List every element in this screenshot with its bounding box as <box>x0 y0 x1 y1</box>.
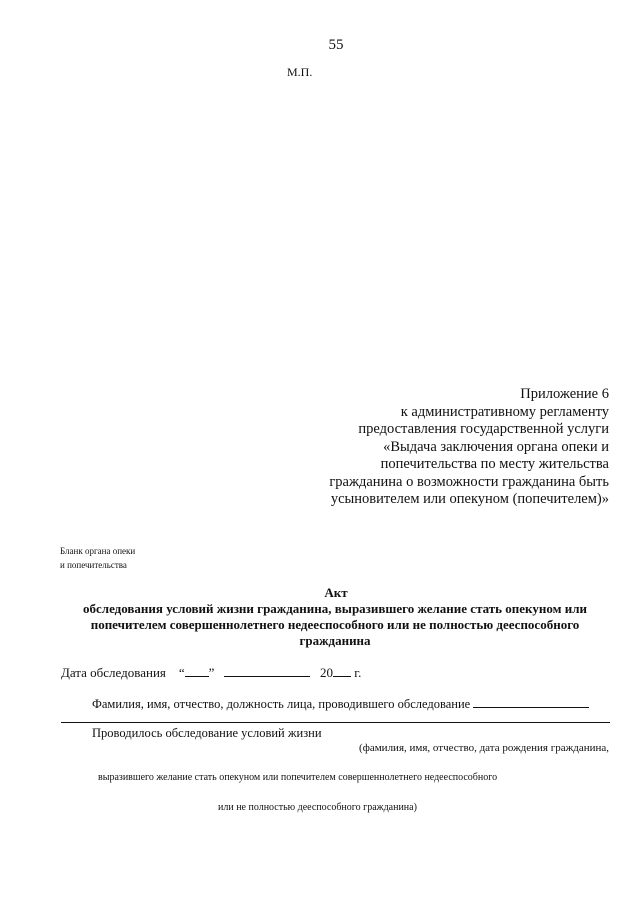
act-title: Акт <box>324 585 348 600</box>
appendix-line: к административному регламенту <box>400 403 609 420</box>
date-row <box>61 665 361 681</box>
inspector-blank[interactable] <box>473 697 589 708</box>
inspector-label: Фамилия, имя, отчество, должность лица, проводившего обследование <box>92 697 471 711</box>
page-number: 55 <box>328 37 344 53</box>
act-subtitle: обследования условий жизни гражданина, выразившего желание стать опекуном или попечителем совершеннолетнего недееспособного или не полностью дееспособного гражданина <box>83 601 587 648</box>
quote-open: “ <box>178 665 185 680</box>
year-suffix: г. <box>354 665 362 680</box>
month-blank[interactable] <box>224 666 310 677</box>
hint-line: или не полностью дееспособного гражданина) <box>218 802 417 813</box>
year-prefix: 20 <box>319 665 333 680</box>
letterhead-note <box>60 544 135 572</box>
conducted-label: Проводилось обследование условий жизни <box>92 726 322 740</box>
appendix-line: гражданина о возможности гражданина быть <box>329 473 609 490</box>
appendix-line: попечительства по месту жительства <box>380 456 609 472</box>
hint-line: выразившего желание стать опекуном или попечителем совершеннолетнего недееспособного <box>98 772 498 783</box>
inspector-row <box>92 697 589 712</box>
hint-line: (фамилия, имя, отчество, дата рождения гражданина, <box>359 742 609 754</box>
appendix-line: Приложение 6 <box>520 386 609 402</box>
letterhead-line: Бланк органа опеки <box>60 546 136 556</box>
appendix-line: усыновителем или опекуном (попечителем)» <box>330 491 609 507</box>
appendix-block <box>329 386 609 509</box>
year-blank[interactable] <box>333 666 351 677</box>
appendix-line: «Выдача заключения органа опеки и <box>383 438 609 455</box>
quote-close: ” <box>208 665 215 680</box>
fill-line[interactable] <box>61 722 610 723</box>
date-label: Дата обследования <box>61 665 166 680</box>
appendix-line: предоставления государственной услуги <box>358 421 609 437</box>
letterhead-line: и попечительства <box>60 560 127 570</box>
stamp-label: М.П. <box>287 65 313 79</box>
day-blank[interactable] <box>185 666 209 677</box>
